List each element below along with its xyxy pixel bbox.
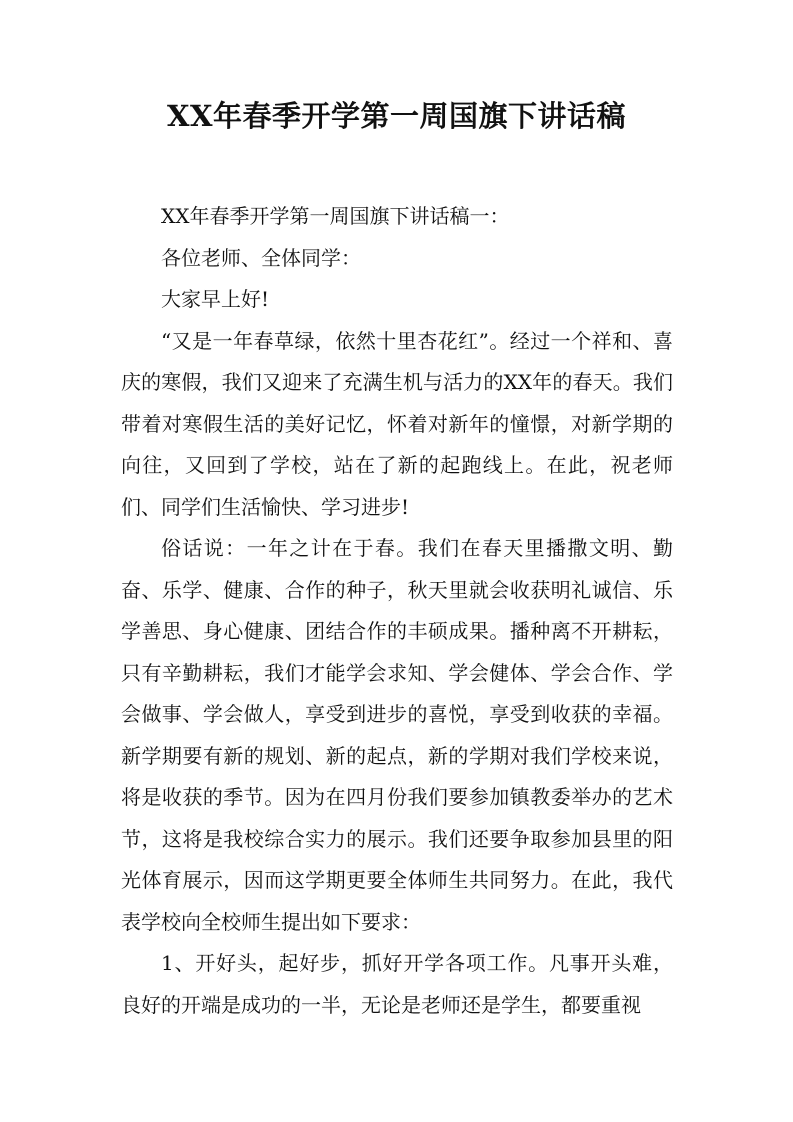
paragraph-heading: XX年春季开学第一周国旗下讲话稿一：	[161, 204, 510, 228]
document-title: XX年春季开学第一周国旗下讲话稿	[166, 99, 626, 133]
paragraph-intro: “又是一年春草绿，依然十里杏花红”。经过一个祥和、喜庆的寒假，我们又迎来了充满生机与活力的XX年的春天。我们带着对寒假生活的美好记忆，怀着对新年的憧憬，对新学期的向往，又回到了学校，站在了新的起跑线上。在此，祝老师们、同学们生活愉快、学习进步!	[121, 328, 673, 519]
paragraph-greeting: 大家早上好!	[161, 287, 270, 311]
paragraph-requirement-1: 1、开好头，起好步，抓好开学各项工作。凡事开头难，良好的开端是成功的一半，无论是老师还是学生，都要重视	[121, 951, 673, 1017]
document-body	[121, 196, 673, 1026]
paragraph-proverb: 俗话说：一年之计在于春。我们在春天里播撒文明、勤奋、乐学、健康、合作的种子，秋天里就会收获明礼诚信、乐学善思、身心健康、团结合作的丰硕成果。播种离不开耕耘，只有辛勤耕耘，我们才能学会求知、学会健体、学会合作、学会做事、学会做人，享受到进步的喜悦，享受到收获的幸福。新学期要有新的规划、新的起点，新的学期对我们学校来说，将是收获的季节。因为在四月份我们要参加镇教委举办的艺术节，这将是我校综合实力的展示。我们还要争取参加县里的阳光体育展示，因而这学期更要全体师生共同努力。在此，我代表学校向全校师生提出如下要求：	[121, 536, 673, 934]
paragraph-salutation: 各位老师、全体同学：	[161, 245, 361, 270]
